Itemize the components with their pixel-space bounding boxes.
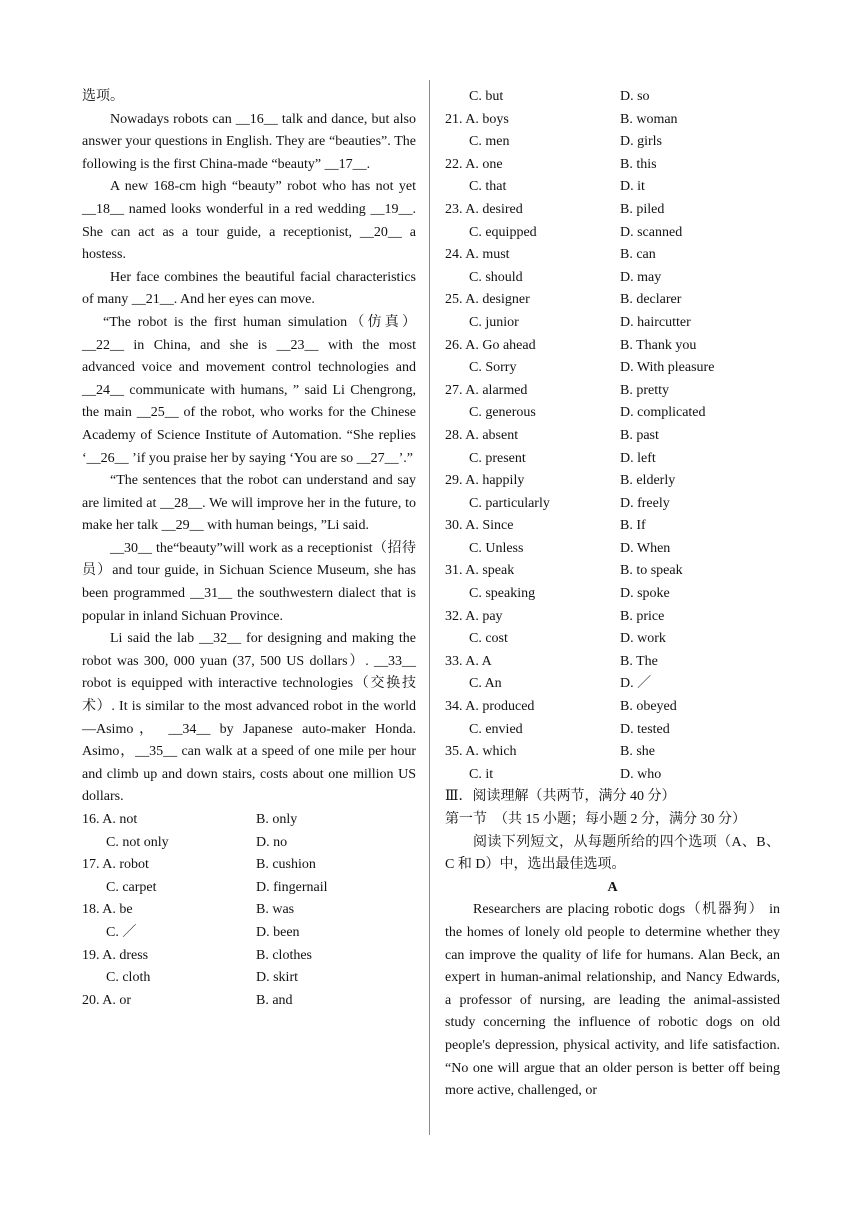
option-a: 21. A. boys bbox=[445, 111, 509, 127]
option-b: B. to speak bbox=[620, 563, 683, 579]
option-c: C. cloth bbox=[106, 970, 151, 986]
option-d: D. work bbox=[620, 631, 666, 647]
option-row bbox=[82, 922, 416, 945]
option-row bbox=[445, 696, 780, 719]
option-c: C. not only bbox=[106, 834, 169, 850]
option-row bbox=[445, 651, 780, 674]
option-row bbox=[445, 199, 780, 222]
option-c: C. it bbox=[469, 766, 494, 782]
option-c: C. men bbox=[469, 134, 510, 150]
option-row bbox=[445, 470, 780, 493]
option-b: B. If bbox=[620, 518, 646, 534]
option-a: 33. A. A bbox=[445, 653, 492, 669]
option-b: B. price bbox=[620, 608, 665, 624]
option-d: D. may bbox=[620, 269, 662, 285]
passage-paragraph: “The robot is the first human simulation（仿真） __22__ in China, and she is __23__ with the most advanced voice and movement control technologies and __24__ communicate with humans, ” said Li Chengrong, the main __25__ of the robot, who works for the Chinese Academy of Science Institute of Automation. “She replies ‘__26__ ’if you praise her by saying ‘You are so __27__’.” bbox=[82, 314, 416, 466]
option-b: B. only bbox=[256, 812, 298, 827]
passage-paragraph: “The sentences that the robot can understand and say are limited at __28__. We will improve her in the future, to make her talk __29__ with human beings, ”Li said. bbox=[82, 473, 416, 534]
option-row bbox=[445, 244, 780, 267]
section-subheading: 第一节 （共 15 小题；每小题 2 分，满分 30 分） bbox=[445, 812, 746, 827]
option-a: 35. A. which bbox=[445, 744, 517, 760]
option-b: B. cushion bbox=[256, 857, 316, 873]
reading-passage: Researchers are placing robotic dogs（机器狗） in the homes of lonely old people to determine whether they can improve the quality of life for humans. Alan Beck, an expert in human-animal relationship, and Nancy Edwards, a professor of nursing, are leading the animal-assisted study concerning the influence of robotic dogs on old people's depression, physical activity, and life satisfaction. “No one will argue that an older person is better off being more active, challenged, or bbox=[445, 902, 780, 1099]
right-column bbox=[445, 86, 780, 1103]
option-a: 22. A. one bbox=[445, 156, 503, 172]
option-row bbox=[445, 719, 780, 742]
option-row bbox=[445, 131, 780, 154]
option-a: 29. A. happily bbox=[445, 473, 525, 489]
option-row bbox=[445, 538, 780, 561]
option-c: C. equipped bbox=[469, 224, 537, 240]
option-row bbox=[445, 267, 780, 290]
option-row bbox=[82, 967, 416, 990]
option-row bbox=[445, 335, 780, 358]
option-c: C. junior bbox=[469, 314, 519, 330]
passage-paragraph: A new 168-cm high “beauty” robot who has not yet __18__ named looks wonderful in a red wedding __19__. She can act as a tour guide, a receptionist, __20__ a hostess. bbox=[82, 179, 416, 263]
option-row bbox=[445, 673, 780, 696]
option-row bbox=[82, 854, 416, 877]
option-d: D. who bbox=[620, 766, 662, 782]
option-a: 26. A. Go ahead bbox=[445, 337, 536, 353]
section-heading: Ⅲ．阅读理解（共两节，满分 40 分） bbox=[445, 789, 676, 805]
option-b: B. she bbox=[620, 744, 655, 760]
option-d: D. freely bbox=[620, 495, 670, 511]
option-a: 32. A. pay bbox=[445, 608, 503, 624]
option-row bbox=[82, 945, 416, 968]
option-b: B. was bbox=[256, 902, 295, 918]
option-row bbox=[445, 289, 780, 312]
passage-letter: A bbox=[607, 879, 618, 895]
option-a: 16. A. not bbox=[82, 812, 138, 827]
passage-paragraph: Nowadays robots can __16__ talk and dance, but also answer your questions in English. They are “beauties”. The following is the first China-made “beauty” __17__. bbox=[82, 111, 416, 172]
option-b: B. woman bbox=[620, 111, 678, 127]
column-divider bbox=[429, 80, 430, 1135]
option-c: C. particularly bbox=[469, 495, 550, 511]
option-a: 28. A. absent bbox=[445, 427, 519, 443]
option-c: C. Sorry bbox=[469, 360, 517, 376]
option-a: 34. A. produced bbox=[445, 699, 535, 715]
option-a: 30. A. Since bbox=[445, 518, 514, 534]
option-a: 25. A. designer bbox=[445, 292, 530, 308]
option-b: B. clothes bbox=[256, 947, 312, 963]
option-b: B. The bbox=[620, 653, 658, 669]
option-c: C. Unless bbox=[469, 540, 524, 556]
option-row bbox=[445, 606, 780, 629]
option-b: B. this bbox=[620, 156, 657, 172]
passage-intro: 选项。 bbox=[82, 89, 124, 104]
option-a: 17. A. robot bbox=[82, 857, 149, 873]
option-d: D. fingernail bbox=[256, 879, 328, 895]
option-row bbox=[445, 425, 780, 448]
option-c: C. cost bbox=[469, 631, 508, 647]
passage-paragraph: Li said the lab __32__ for designing and making the robot was 300, 000 yuan (37, 500 US dollars）. __33__ robot is equipped with interactive technologies（交换技术）. It is similar to the most advanced robot in the world—Asimo， __34__ by Japanese auto-maker Honda. Asimo，__35__ can walk at a speed of one mile per hour and climb up and down stairs, costs about one million US dollars. bbox=[82, 631, 416, 805]
option-d: D. it bbox=[620, 179, 645, 195]
option-d: D. been bbox=[256, 924, 300, 940]
option-c: C. generous bbox=[469, 405, 536, 421]
left-column bbox=[82, 86, 416, 1012]
option-row bbox=[445, 222, 780, 245]
option-row bbox=[445, 741, 780, 764]
option-a: 24. A. must bbox=[445, 247, 510, 263]
option-row bbox=[82, 832, 416, 855]
option-b: B. past bbox=[620, 427, 659, 443]
option-row bbox=[445, 176, 780, 199]
option-row bbox=[445, 515, 780, 538]
option-b: B. and bbox=[256, 992, 293, 1008]
option-row bbox=[445, 312, 780, 335]
option-d: D. When bbox=[620, 540, 671, 556]
option-b: B. Thank you bbox=[620, 337, 697, 353]
option-a: 31. A. speak bbox=[445, 563, 515, 579]
option-row bbox=[445, 493, 780, 516]
option-row bbox=[82, 899, 416, 922]
option-row bbox=[82, 990, 416, 1013]
left-options-list bbox=[82, 809, 416, 1012]
option-row bbox=[445, 380, 780, 403]
option-a: 19. A. dress bbox=[82, 947, 149, 963]
option-b: B. piled bbox=[620, 201, 665, 217]
option-b: B. pretty bbox=[620, 382, 669, 398]
option-d: D. so bbox=[620, 89, 650, 104]
option-a: 18. A. be bbox=[82, 902, 133, 918]
option-c: C. speaking bbox=[469, 586, 536, 602]
option-b: B. can bbox=[620, 247, 656, 263]
option-row bbox=[445, 154, 780, 177]
option-c: C. should bbox=[469, 269, 523, 285]
option-a: 20. A. or bbox=[82, 992, 131, 1008]
option-d: D. haircutter bbox=[620, 314, 691, 330]
section-instruction: 阅读下列短文，从每题所给的四个选项（A、B、C 和 D）中，选出最佳选项。 bbox=[445, 834, 780, 873]
option-d: D. left bbox=[620, 450, 656, 466]
option-d: D. ／ bbox=[620, 676, 652, 692]
option-row bbox=[82, 809, 416, 832]
option-c: C. that bbox=[469, 179, 507, 195]
option-d: D. complicated bbox=[620, 405, 706, 421]
option-c: C. ／ bbox=[106, 924, 137, 940]
option-row bbox=[445, 583, 780, 606]
option-row bbox=[445, 628, 780, 651]
option-row bbox=[82, 877, 416, 900]
option-b: B. declarer bbox=[620, 292, 682, 308]
option-a: 23. A. desired bbox=[445, 201, 523, 217]
option-b: B. elderly bbox=[620, 473, 676, 489]
option-row bbox=[445, 109, 780, 132]
option-c: C. present bbox=[469, 450, 526, 466]
option-d: D. tested bbox=[620, 721, 670, 737]
option-c: C. carpet bbox=[106, 879, 157, 895]
option-row bbox=[445, 402, 780, 425]
option-c: C. envied bbox=[469, 721, 523, 737]
option-row bbox=[445, 86, 780, 109]
right-options-list bbox=[445, 86, 780, 786]
option-row bbox=[445, 357, 780, 380]
option-row bbox=[445, 764, 780, 787]
option-row bbox=[445, 560, 780, 583]
option-d: D. With pleasure bbox=[620, 360, 715, 376]
option-b: B. obeyed bbox=[620, 699, 677, 715]
option-d: D. scanned bbox=[620, 224, 683, 240]
passage-paragraph: __30__ the“beauty”will work as a receptionist（招待员）and tour guide, in Sichuan Science Museum, she has been programmed __31__ the southwestern dialect that is popular in inland Sichuan Province. bbox=[82, 540, 416, 624]
option-d: D. girls bbox=[620, 134, 662, 150]
option-row bbox=[445, 448, 780, 471]
option-d: D. skirt bbox=[256, 970, 298, 986]
passage-paragraph: Her face combines the beautiful facial characteristics of many __21__. And her eyes can move. bbox=[82, 269, 416, 308]
option-c: C. but bbox=[469, 89, 504, 104]
option-c: C. An bbox=[469, 676, 502, 692]
option-d: D. no bbox=[256, 834, 288, 850]
option-d: D. spoke bbox=[620, 586, 670, 602]
option-a: 27. A. alarmed bbox=[445, 382, 528, 398]
